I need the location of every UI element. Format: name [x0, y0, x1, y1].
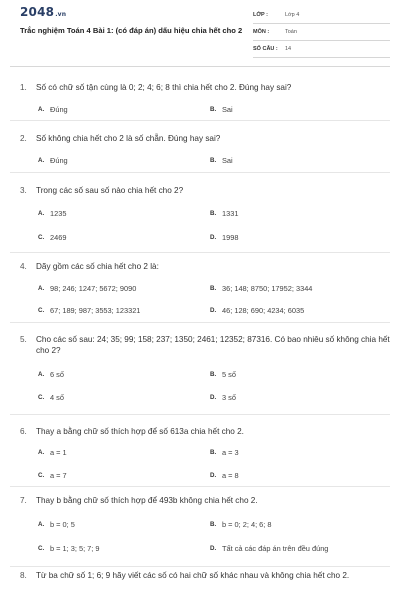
option-b[interactable] [210, 520, 272, 529]
option-letter: A. [38, 521, 45, 528]
option-b[interactable] [210, 105, 233, 114]
question-text [20, 426, 390, 437]
option-a[interactable] [38, 105, 68, 114]
question-text [20, 82, 390, 93]
meta-label: LỚP : [253, 12, 268, 18]
option-letter: C. [38, 234, 45, 241]
option-b[interactable] [210, 370, 236, 379]
option-text: Đúng [50, 105, 68, 114]
meta-label: MÔN : [253, 29, 270, 35]
option-text: 6 số [50, 370, 64, 379]
option-text: 5 số [222, 370, 236, 379]
option-text: a = 3 [222, 448, 239, 457]
logo-text: 2048 [20, 5, 55, 19]
option-b[interactable] [210, 209, 238, 218]
option-c[interactable] [38, 393, 64, 402]
question-body: Thay b bằng chữ số thích hợp để 493b không chia hết cho 2. [36, 496, 258, 505]
option-text: 36; 148; 8750; 17952; 3344 [222, 284, 313, 293]
option-a[interactable] [38, 520, 75, 529]
option-text: Sai [222, 105, 233, 114]
option-text: Tất cả các đáp án trên đều đúng [222, 544, 329, 553]
option-d[interactable] [210, 306, 304, 315]
option-text: 3 số [222, 393, 236, 402]
question-8 [10, 566, 390, 600]
meta-info [253, 7, 390, 58]
question-3 [10, 172, 390, 253]
meta-value: Toán [285, 29, 297, 35]
meta-row-subject [253, 24, 390, 41]
question-1 [10, 68, 390, 121]
question-text [20, 334, 390, 356]
question-body: Số có chữ số tận cùng là 0; 2; 4; 6; 8 thì chia hết cho 2. Đúng hay sai? [36, 83, 292, 92]
option-d[interactable] [210, 544, 328, 553]
option-text: a = 8 [222, 471, 239, 480]
question-body: Từ ba chữ số 1; 6; 9 hãy viết các số có hai chữ số khác nhau và không chia hết cho 2. [36, 571, 350, 580]
option-letter: B. [210, 449, 217, 456]
question-number: 8. [20, 571, 27, 580]
option-text: a = 1 [50, 448, 67, 457]
question-body: Cho các số sau: 24; 35; 99; 158; 237; 1350; 2461; 12352; 87316. Có bao nhiêu số không chia hết cho 2? [36, 335, 390, 355]
option-text: 67; 189; 987; 3553; 123321 [50, 306, 141, 315]
option-text: b = 0; 5 [50, 520, 75, 529]
question-text [20, 570, 390, 581]
option-b[interactable] [210, 284, 312, 293]
option-text: a = 7 [50, 471, 67, 480]
option-letter: B. [210, 106, 217, 113]
option-letter: B. [210, 371, 217, 378]
meta-row-class [253, 7, 390, 24]
option-letter: D. [210, 545, 217, 552]
option-text: 4 số [50, 393, 64, 402]
option-d[interactable] [210, 471, 239, 480]
question-4 [10, 252, 390, 323]
option-text: 1998 [222, 233, 239, 242]
question-6 [10, 414, 390, 487]
option-c[interactable] [38, 471, 67, 480]
question-number: 4. [20, 262, 27, 271]
option-a[interactable] [38, 370, 64, 379]
option-letter: D. [210, 307, 217, 314]
option-text: 1235 [50, 209, 67, 218]
option-letter: C. [38, 472, 45, 479]
option-text: 1331 [222, 209, 239, 218]
question-body: Thay a bằng chữ số thích hợp để số 613a chia hết cho 2. [36, 427, 244, 436]
option-letter: C. [38, 545, 45, 552]
page-title: Trắc nghiệm Toán 4 Bài 1: (có đáp án) dấu hiệu chia hết cho 2 [20, 26, 243, 35]
meta-label: SỐ CÂU : [253, 46, 278, 52]
question-number: 2. [20, 134, 27, 143]
site-logo[interactable] [20, 5, 66, 19]
document-header [10, 0, 390, 67]
question-number: 3. [20, 186, 27, 195]
question-text [20, 261, 390, 272]
question-text [20, 495, 390, 506]
option-letter: A. [38, 157, 45, 164]
option-letter: B. [210, 157, 217, 164]
option-letter: B. [210, 521, 217, 528]
option-letter: C. [38, 307, 45, 314]
meta-value: Lớp 4 [285, 12, 300, 18]
question-text [20, 185, 390, 196]
meta-value: 14 [285, 46, 292, 52]
option-letter: B. [210, 285, 217, 292]
option-b[interactable] [210, 448, 239, 457]
option-d[interactable] [210, 233, 238, 242]
option-a[interactable] [38, 156, 68, 165]
logo-text: .vn [55, 11, 67, 18]
question-text [20, 133, 390, 144]
option-text: 98; 246; 1247; 5672; 9090 [50, 284, 137, 293]
option-d[interactable] [210, 393, 236, 402]
question-number: 7. [20, 496, 27, 505]
option-letter: D. [210, 472, 217, 479]
option-letter: B. [210, 210, 217, 217]
question-number: 1. [20, 83, 27, 92]
option-letter: A. [38, 285, 45, 292]
option-a[interactable] [38, 209, 66, 218]
option-letter: A. [38, 106, 45, 113]
option-text: b = 1; 3; 5; 7; 9 [50, 544, 100, 553]
meta-row-count [253, 41, 390, 58]
option-c[interactable] [38, 544, 100, 553]
question-5 [10, 322, 390, 415]
option-c[interactable] [38, 233, 66, 242]
option-c[interactable] [38, 306, 140, 315]
option-b[interactable] [210, 156, 233, 165]
question-7 [10, 486, 390, 567]
question-body: Số không chia hết cho 2 là số chẵn. Đúng hay sai? [36, 134, 221, 143]
option-text: 46; 128; 690; 4234; 6035 [222, 306, 305, 315]
option-text: 2469 [50, 233, 67, 242]
question-2 [10, 120, 390, 173]
option-letter: A. [38, 210, 45, 217]
question-body: Dãy gồm các số chia hết cho 2 là: [36, 262, 159, 271]
option-letter: D. [210, 394, 217, 401]
option-letter: A. [38, 449, 45, 456]
option-text: Sai [222, 156, 233, 165]
question-number: 5. [20, 335, 27, 344]
option-letter: A. [38, 371, 45, 378]
question-body: Trong các số sau số nào chia hết cho 2? [36, 186, 184, 195]
option-letter: D. [210, 234, 217, 241]
question-number: 6. [20, 427, 27, 436]
option-text: b = 0; 2; 4; 6; 8 [222, 520, 272, 529]
option-text: Đúng [50, 156, 68, 165]
option-a[interactable] [38, 448, 67, 457]
option-a[interactable] [38, 284, 136, 293]
option-letter: C. [38, 394, 45, 401]
